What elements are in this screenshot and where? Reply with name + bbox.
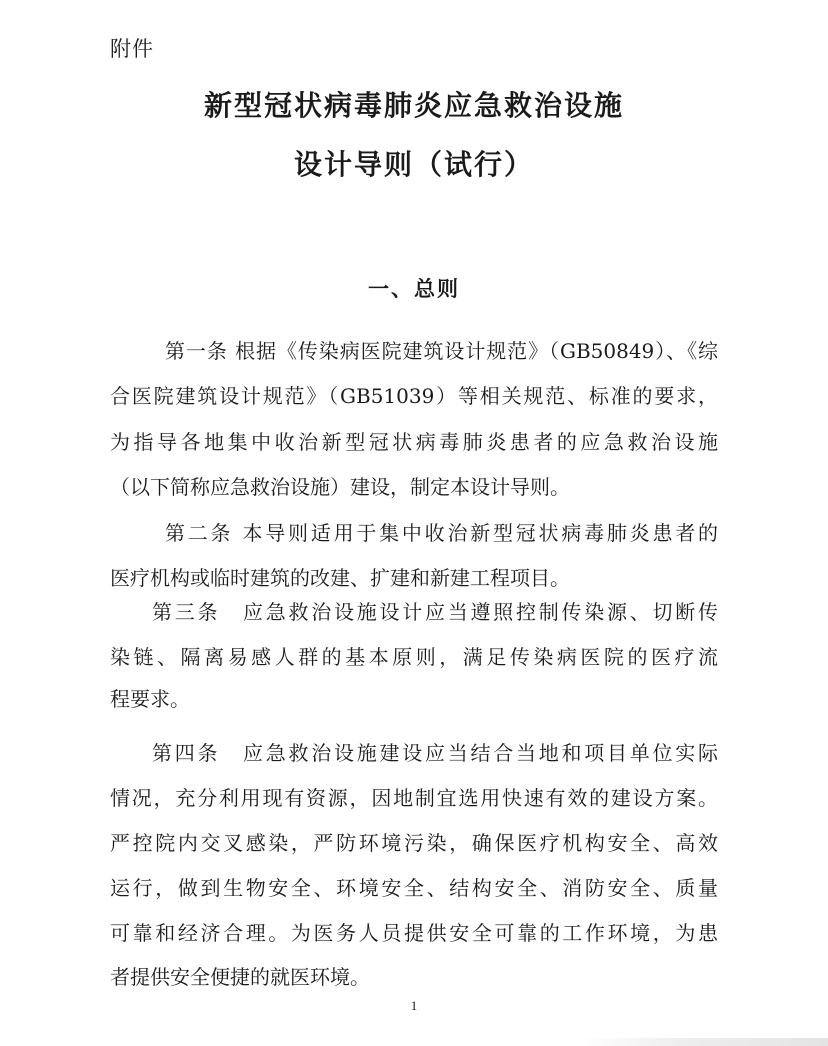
article-4-line-5: 可靠和经济合理。为医务人员提供安全可靠的工作环境，为患 [110,921,718,945]
article-1-line-4: （以下简称应急救治设施）建设，制定本设计导则。 [110,475,570,499]
article-4-line-4: 运行，做到生物安全、环境安全、结构安全、消防安全、质量 [110,876,718,900]
document-title-line-1: 新型冠状病毒肺炎应急救治设施 [203,89,624,122]
article-1-line-2: 合医院建筑设计规范》（GB51039）等相关规范、标准的要求， [110,384,718,408]
document-title-line-2: 设计导则（试行） [293,148,534,181]
page-number: 1 [410,998,418,1013]
article-4-line-3: 严控院内交叉感染，严防环境污染，确保医疗机构安全、高效 [110,831,718,855]
article-3-line-1: 第三条 应急救治设施设计应当遵照控制传染源、切断传 [152,600,718,624]
article-2-line-1: 第二条 本导则适用于集中收治新型冠状病毒肺炎患者的 [165,521,718,545]
attachment-label: 附件 [110,37,154,61]
article-4-line-6: 者提供安全便捷的就医环境。 [110,965,370,989]
scan-edge-shadow [580,1038,828,1046]
article-4-line-2: 情况，充分利用现有资源，因地制宜选用快速有效的建设方案。 [110,786,718,810]
article-1-line-1: 第一条 根据《传染病医院建筑设计规范》（GB50849）、《综 [165,339,718,363]
article-3-line-2: 染链、隔离易感人群的基本原则，满足传染病医院的医疗流 [110,645,718,669]
article-3-line-3: 程要求。 [110,687,190,711]
article-1-line-3: 为指导各地集中收治新型冠状病毒肺炎患者的应急救治设施 [110,430,718,454]
article-2-line-2: 医疗机构或临时建筑的改建、扩建和新建工程项目。 [110,566,570,590]
article-4-line-1: 第四条 应急救治设施建设应当结合当地和项目单位实际 [152,741,718,765]
section-heading: 一、总则 [368,277,460,301]
